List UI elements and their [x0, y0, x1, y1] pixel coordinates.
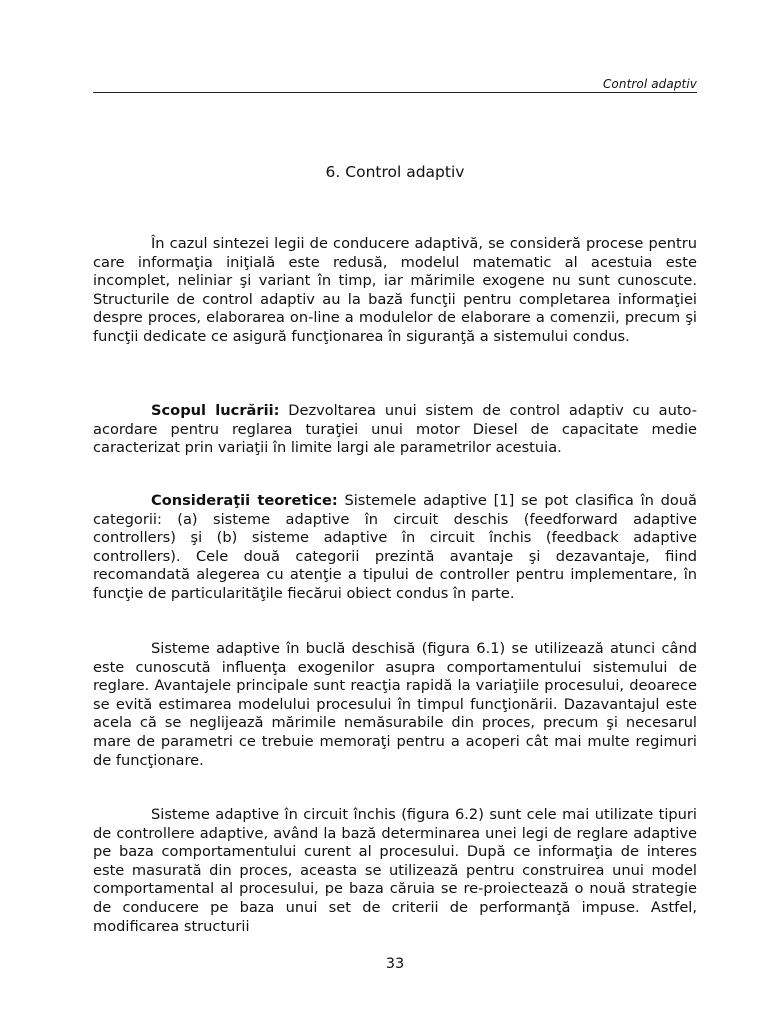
paragraph-theory [93, 492, 697, 604]
header-rule [93, 92, 697, 93]
paragraph-open-loop-text: Sisteme adaptive în buclă deschisă (figura 6.1) se utilizează atunci când este cunoscută influenţa exogenilor asupra comportamentului sistemului de reglare. Avantajele principale sunt reacţia rapidă la variaţiile procesului, deoarece se evită estimarea modelului procesului în timpul funcţionării. Dazavantajul este acela că se neglijează mărimile nemăsurabile din proces, precum şi necesarul mare de parametri ce trebuie memoraţi pentru a acoperi cât mai multe regimuri de funcţionare. [93, 640, 697, 769]
paragraph-scope-text: Dezvoltarea unui sistem de control adaptiv cu auto-acordare pentru reglarea turaţiei unui motor Diesel de capacitate medie caracterizat prin variaţii în limite largi ale parametrilor acestuia. [93, 402, 698, 457]
paragraph-intro [93, 235, 697, 347]
paragraph-open-loop [93, 640, 697, 770]
paragraph-theory-text: Sistemele adaptive [1] se pot clasifica în două categorii: (a) sisteme adaptive în circuit deschis (feedforward adaptive controllers) şi (b) sisteme adaptive în circuit închis (feedback adaptive controllers). Cele două categorii prezintă avantaje şi dezavantaje, fiind recomandată alegerea cu atenţie a tipului de controller pentru implementare, în funcţie de particularităţile fiecărui obiect condus în parte. [93, 492, 698, 602]
running-header: Control adaptiv [602, 77, 697, 91]
paragraph-closed-loop [93, 806, 697, 936]
chapter-title: 6. Control adaptiv [325, 163, 465, 181]
paragraph-scope-lead: Scopul lucrării: [151, 402, 280, 419]
paragraph-scope [93, 402, 697, 458]
page-number: 33 [385, 955, 405, 972]
paragraph-intro-text: În cazul sintezei legii de conducere adaptivă, se consideră procese pentru care informaţia iniţială este redusă, modelul matematic al acestuia este incomplet, neliniar şi variant în timp, iar mărimile exogene nu sunt cunoscute. Structurile de control adaptiv au la bază funcţii pentru completarea informaţiei despre proces, elaborarea on-line a modulelor de elaborare a comenzii, precum şi funcţii dedicate ce asigură funcţionarea în siguranţă a sistemului condus. [93, 235, 697, 345]
paragraph-closed-loop-text: Sisteme adaptive în circuit închis (figura 6.2) sunt cele mai utilizate tipuri de controllere adaptive, având la bază determinarea unei legi de reglare adaptive pe baza comportamentului curent al procesului. După ce informaţia de interes este masurată din proces, aceasta se utilizează pentru construirea unui model comportamental al procesului, pe baza căruia se re-proiectează o nouă strategie de conducere pe baza unui set de criterii de performanţă impuse. Astfel, modificarea structurii [93, 806, 697, 935]
paragraph-theory-lead: Consideraţii teoretice: [151, 492, 338, 509]
